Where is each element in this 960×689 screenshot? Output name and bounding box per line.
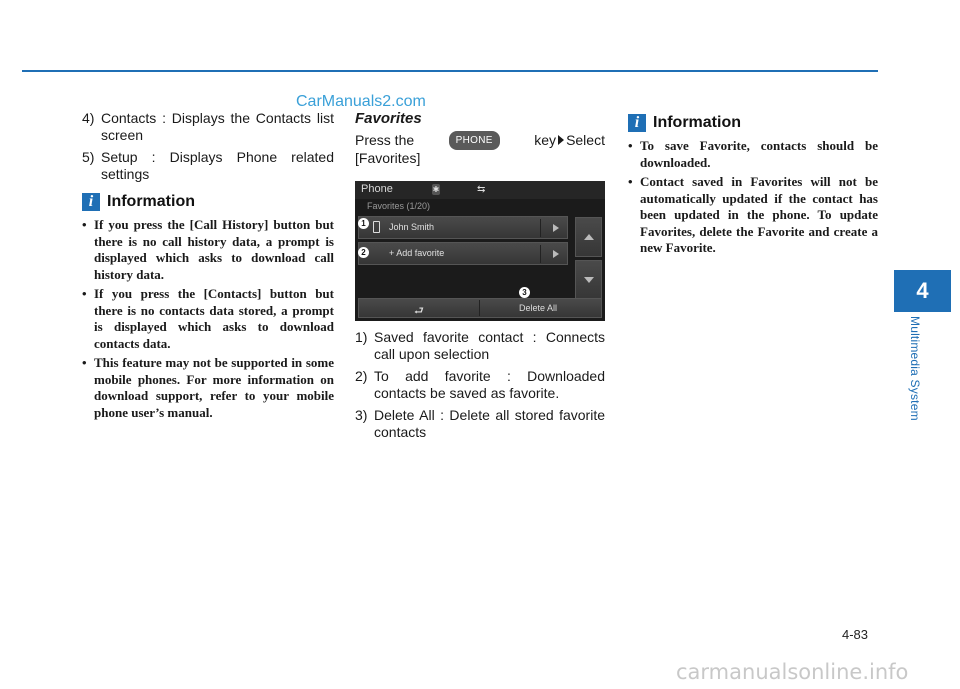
back-button[interactable]: ⮐ [414,305,424,317]
bullet-item [628,174,878,257]
bullet-text: This feature may not be supported in some mobile phones. For more information on download support, refer to your mobile phone user’s manual. [94,355,334,420]
screen-title: Phone [361,183,393,195]
list-text: Contacts : Displays the Contacts list screen [101,110,334,143]
list-number: 5) [82,149,95,165]
bullet-dot-icon: • [82,286,87,301]
bar-divider [479,300,480,316]
bullet-dot-icon: • [82,217,87,232]
list-number: 1) [355,329,368,345]
favorites-subhead: Favorites [355,110,422,127]
chapter-title: Multimedia System [908,316,922,421]
bullet-dot-icon: • [628,174,633,189]
list-number: 3) [355,407,368,423]
bullet-dot-icon: • [628,138,633,153]
select-word: Select [566,132,605,148]
favorites-bracket: [Favorites] [355,150,421,166]
press-instruction [355,131,605,150]
column-3 [628,110,878,260]
bullet-dot-icon: • [82,355,87,370]
list-item [82,149,334,183]
list-number: 4) [82,110,95,126]
information-bullets [82,217,334,421]
information-title: Information [653,114,741,131]
screen-header [355,181,605,199]
phone-key-badge: PHONE [449,131,500,150]
scroll-down-button[interactable] [575,260,602,300]
watermark-top: CarManuals2.com [296,93,426,110]
favorites-list [355,329,605,441]
watermark-bottom: carmanualsonline.info [676,660,909,684]
page-number: 4-83 [842,627,869,642]
bullet-text: To save Favorite, contacts should be downloaded. [640,138,878,170]
arrow-down-icon [584,277,594,283]
screen-bottom-bar [358,298,602,318]
arrow-up-icon [584,234,594,240]
list-item [355,329,605,363]
callout-marker-1: 1 [358,218,369,229]
list-text: Saved favorite contact : Connects call upon selection [374,329,605,362]
add-favorite-label: + Add favorite [389,248,445,258]
mobile-phone-icon [373,221,380,233]
screen-subtitle: Favorites (1/20) [367,201,431,211]
list-number: 2) [355,368,368,384]
bullet-item [82,355,334,421]
callout-marker-3: 3 [519,287,530,298]
info-icon: i [82,193,100,211]
bullet-item [82,217,334,283]
bluetooth-icon: ✱ [432,185,440,194]
bullet-item [628,138,878,171]
arrow-right-icon [558,135,564,145]
bullet-text: If you press the [Contacts] button but there is no contacts data stored, a prompt is displayed which asks to download contacts data. [94,286,334,351]
callout-marker-2: 2 [358,247,369,258]
column-2 [355,110,605,446]
list-item [82,110,334,144]
play-arrow-icon[interactable] [553,250,559,258]
press-word: Press the [355,132,415,148]
favorite-contact-name: John Smith [389,222,435,232]
list-text: Delete All : Delete all stored favorite contacts [374,407,605,440]
play-arrow-icon[interactable] [553,224,559,232]
contacts-setup-list [82,110,334,183]
usb-icon: ⇆ [477,184,486,195]
add-favorite-row[interactable] [358,242,568,265]
column-1 [82,110,334,424]
information-heading [82,193,334,211]
key-select-phrase [534,132,605,149]
favorites-screen [355,181,605,321]
bullet-text: If you press the [Call History] button but there is no call history data, a prompt is displayed which asks to download call history data. [94,217,334,282]
information-bullets [628,138,878,257]
row-divider [540,219,541,237]
list-text: Setup : Displays Phone related settings [101,149,334,182]
information-heading [628,114,878,132]
favorite-contact-row[interactable] [358,216,568,239]
list-text: To add favorite : Downloaded contacts be saved as favorite. [374,368,605,401]
key-word: key [534,132,557,148]
scroll-up-button[interactable] [575,217,602,257]
chapter-tab: 4 [894,270,951,312]
list-item [355,368,605,402]
information-title: Information [107,193,195,210]
row-divider [540,245,541,263]
info-icon: i [628,114,646,132]
bullet-item [82,286,334,352]
bullet-text: Contact saved in Favorites will not be automatically updated if the contact has been updated in the phone. To update Favorites, delete the Favorite and create a new Favorite. [640,174,878,255]
delete-all-button[interactable]: Delete All [519,303,558,313]
top-rule [22,70,878,72]
list-item [355,407,605,441]
